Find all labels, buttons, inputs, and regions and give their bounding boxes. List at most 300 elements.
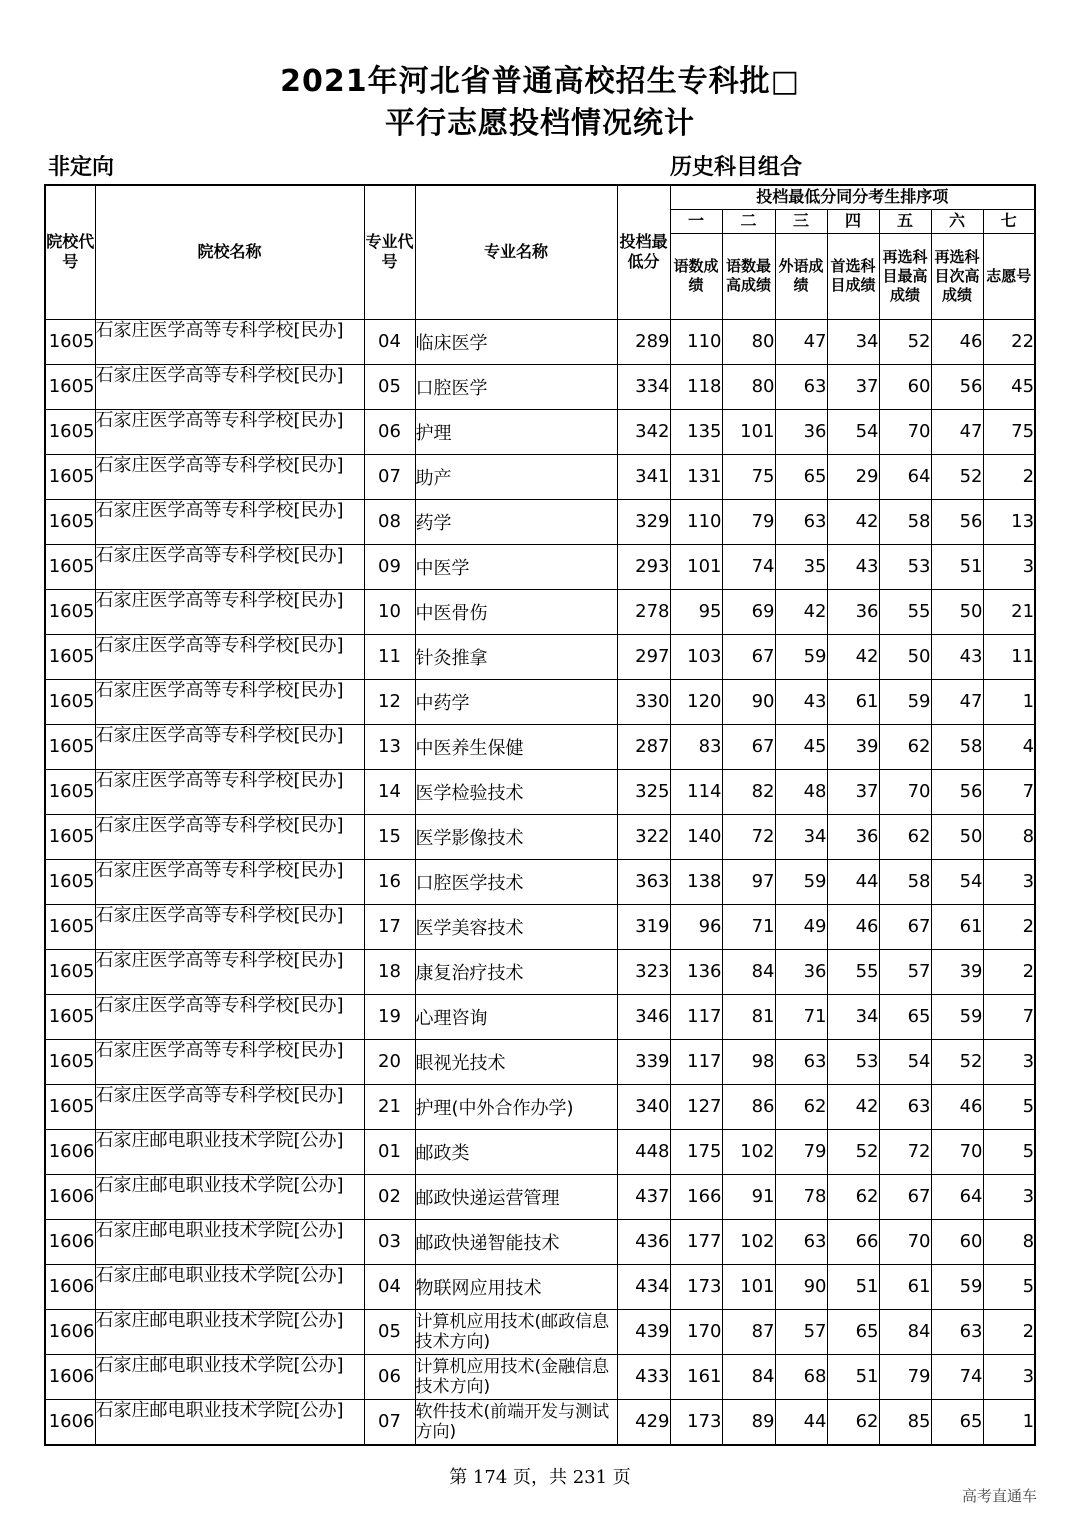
cell-tiebreak-4: 53 [827,1039,879,1084]
cell-major-code: 19 [364,994,415,1039]
cell-tiebreak-5: 64 [879,454,931,499]
cell-tiebreak-7: 2 [983,904,1035,949]
cell-school-name: 石家庄邮电职业技术学院[公办] [95,1399,364,1445]
cell-tiebreak-7: 2 [983,949,1035,994]
cell-major-name: 心理咨询 [415,994,617,1039]
cell-tiebreak-1: 120 [670,679,722,724]
cell-tiebreak-2: 81 [722,994,775,1039]
cell-major-name: 中医学 [415,544,617,589]
cell-tiebreak-1: 173 [670,1399,722,1445]
cell-school-code: 1605 [45,544,95,589]
table-row [45,724,1035,769]
cell-school-code: 1606 [45,1399,95,1445]
cell-major-name: 软件技术(前端开发与测试方向) [415,1399,617,1445]
table-row [45,409,1035,454]
cell-school-code: 1606 [45,1309,95,1354]
cell-school-name: 石家庄医学高等专科学校[民办] [95,1039,364,1084]
table-row [45,1309,1035,1354]
cell-min-score: 342 [617,409,670,454]
cell-school-name: 石家庄医学高等专科学校[民办] [95,724,364,769]
cell-tiebreak-1: 166 [670,1174,722,1219]
header-major-code: 专业代号 [364,185,415,319]
cell-major-code: 07 [364,1399,415,1445]
cell-school-code: 1605 [45,499,95,544]
cell-tiebreak-2: 101 [722,1264,775,1309]
cell-school-name: 石家庄医学高等专科学校[民办] [95,589,364,634]
cell-tiebreak-6: 60 [931,1219,983,1264]
cell-tiebreak-4: 62 [827,1399,879,1445]
cell-major-code: 10 [364,589,415,634]
cell-school-code: 1605 [45,994,95,1039]
cell-major-name: 眼视光技术 [415,1039,617,1084]
cell-tiebreak-5: 63 [879,1084,931,1129]
cell-tiebreak-2: 102 [722,1129,775,1174]
cell-min-score: 334 [617,364,670,409]
cell-tiebreak-7: 3 [983,859,1035,904]
cell-tiebreak-6: 54 [931,859,983,904]
cell-tiebreak-3: 78 [775,1174,827,1219]
cell-school-code: 1606 [45,1264,95,1309]
cell-tiebreak-6: 59 [931,994,983,1039]
cell-school-name: 石家庄医学高等专科学校[民办] [95,859,364,904]
table-row [45,1264,1035,1309]
cell-tiebreak-3: 43 [775,679,827,724]
cell-major-name: 针灸推拿 [415,634,617,679]
category-label: 非定向 [48,155,115,180]
cell-school-name: 石家庄医学高等专科学校[民办] [95,544,364,589]
cell-tiebreak-3: 63 [775,364,827,409]
cell-tiebreak-3: 35 [775,544,827,589]
page-title-line-2: 平行志愿投档情况统计 [385,106,695,141]
cell-tiebreak-3: 57 [775,1309,827,1354]
cell-tiebreak-7: 1 [983,679,1035,724]
header-tiebreak-label: 外语成绩 [775,233,827,319]
header-tiebreak-label: 再选科目最高成绩 [879,233,931,319]
cell-tiebreak-6: 47 [931,409,983,454]
cell-major-name: 中医养生保健 [415,724,617,769]
cell-tiebreak-4: 54 [827,409,879,454]
cell-major-code: 04 [364,319,415,364]
cell-tiebreak-2: 87 [722,1309,775,1354]
cell-tiebreak-2: 101 [722,409,775,454]
cell-tiebreak-5: 62 [879,814,931,859]
cell-tiebreak-3: 62 [775,1084,827,1129]
cell-school-code: 1605 [45,454,95,499]
cell-tiebreak-4: 43 [827,544,879,589]
cell-major-name: 临床医学 [415,319,617,364]
cell-tiebreak-7: 3 [983,1174,1035,1219]
cell-tiebreak-4: 37 [827,769,879,814]
cell-major-name: 口腔医学技术 [415,859,617,904]
cell-tiebreak-5: 70 [879,409,931,454]
cell-tiebreak-3: 79 [775,1129,827,1174]
header-tiebreak-label: 语数最高成绩 [722,233,775,319]
cell-tiebreak-2: 84 [722,949,775,994]
cell-school-code: 1606 [45,1354,95,1399]
watermark: 高考直通车 [962,1487,1038,1505]
cell-tiebreak-7: 22 [983,319,1035,364]
cell-tiebreak-5: 58 [879,499,931,544]
cell-tiebreak-3: 65 [775,454,827,499]
cell-tiebreak-1: 110 [670,499,722,544]
cell-tiebreak-1: 131 [670,454,722,499]
cell-min-score: 325 [617,769,670,814]
cell-tiebreak-3: 63 [775,1219,827,1264]
header-tiebreak-number: 六 [931,209,983,233]
cell-tiebreak-2: 97 [722,859,775,904]
cell-tiebreak-5: 65 [879,994,931,1039]
cell-tiebreak-3: 47 [775,319,827,364]
cell-major-name: 助产 [415,454,617,499]
cell-school-code: 1605 [45,679,95,724]
cell-tiebreak-6: 50 [931,589,983,634]
cell-tiebreak-2: 82 [722,769,775,814]
cell-school-code: 1606 [45,1129,95,1174]
cell-school-name: 石家庄医学高等专科学校[民办] [95,409,364,454]
cell-tiebreak-4: 51 [827,1354,879,1399]
cell-tiebreak-4: 55 [827,949,879,994]
cell-tiebreak-2: 75 [722,454,775,499]
cell-major-code: 20 [364,1039,415,1084]
cell-major-name: 康复治疗技术 [415,949,617,994]
cell-tiebreak-3: 90 [775,1264,827,1309]
table-row [45,904,1035,949]
cell-tiebreak-7: 3 [983,1354,1035,1399]
cell-tiebreak-7: 1 [983,1399,1035,1445]
cell-tiebreak-1: 95 [670,589,722,634]
cell-school-code: 1605 [45,634,95,679]
cell-tiebreak-5: 61 [879,1264,931,1309]
cell-tiebreak-6: 46 [931,319,983,364]
cell-tiebreak-3: 49 [775,904,827,949]
cell-min-score: 287 [617,724,670,769]
cell-school-code: 1606 [45,1174,95,1219]
cell-tiebreak-4: 42 [827,499,879,544]
cell-tiebreak-4: 66 [827,1219,879,1264]
cell-tiebreak-4: 65 [827,1309,879,1354]
cell-tiebreak-2: 79 [722,499,775,544]
cell-tiebreak-3: 36 [775,949,827,994]
cell-tiebreak-5: 59 [879,679,931,724]
header-tiebreak-number: 三 [775,209,827,233]
cell-school-code: 1605 [45,724,95,769]
cell-tiebreak-5: 52 [879,319,931,364]
cell-school-name: 石家庄医学高等专科学校[民办] [95,904,364,949]
cell-major-name: 中药学 [415,679,617,724]
cell-min-score: 339 [617,1039,670,1084]
cell-tiebreak-4: 36 [827,814,879,859]
cell-min-score: 341 [617,454,670,499]
cell-tiebreak-4: 29 [827,454,879,499]
cell-major-code: 01 [364,1129,415,1174]
cell-min-score: 330 [617,679,670,724]
cell-school-name: 石家庄医学高等专科学校[民办] [95,814,364,859]
cell-tiebreak-1: 118 [670,364,722,409]
cell-tiebreak-6: 56 [931,364,983,409]
header-major-name: 专业名称 [415,185,617,319]
cell-major-code: 06 [364,1354,415,1399]
cell-school-code: 1605 [45,949,95,994]
cell-tiebreak-5: 84 [879,1309,931,1354]
cell-tiebreak-2: 80 [722,364,775,409]
cell-tiebreak-6: 59 [931,1264,983,1309]
cell-school-name: 石家庄医学高等专科学校[民办] [95,769,364,814]
admission-table [44,184,1036,1446]
cell-school-name: 石家庄医学高等专科学校[民办] [95,454,364,499]
cell-tiebreak-2: 90 [722,679,775,724]
cell-tiebreak-7: 7 [983,994,1035,1039]
cell-tiebreak-2: 84 [722,1354,775,1399]
cell-major-code: 14 [364,769,415,814]
cell-tiebreak-2: 86 [722,1084,775,1129]
cell-school-code: 1605 [45,769,95,814]
cell-tiebreak-4: 34 [827,319,879,364]
cell-tiebreak-5: 57 [879,949,931,994]
cell-tiebreak-7: 5 [983,1084,1035,1129]
header-tiebreak-label: 再选科目次高成绩 [931,233,983,319]
cell-min-score: 363 [617,859,670,904]
cell-tiebreak-1: 96 [670,904,722,949]
cell-school-code: 1605 [45,814,95,859]
table-row [45,1399,1035,1445]
cell-major-code: 21 [364,1084,415,1129]
cell-tiebreak-6: 70 [931,1129,983,1174]
cell-tiebreak-3: 68 [775,1354,827,1399]
cell-min-score: 319 [617,904,670,949]
header-tiebreak-number: 四 [827,209,879,233]
table-row [45,499,1035,544]
cell-tiebreak-1: 138 [670,859,722,904]
cell-min-score: 340 [617,1084,670,1129]
cell-tiebreak-4: 62 [827,1174,879,1219]
cell-school-name: 石家庄医学高等专科学校[民办] [95,364,364,409]
cell-min-score: 346 [617,994,670,1039]
header-tiebreak-label: 志愿号 [983,233,1035,319]
cell-tiebreak-6: 64 [931,1174,983,1219]
cell-tiebreak-4: 61 [827,679,879,724]
cell-major-name: 邮政类 [415,1129,617,1174]
cell-tiebreak-5: 54 [879,1039,931,1084]
table-row [45,364,1035,409]
cell-min-score: 436 [617,1219,670,1264]
cell-tiebreak-1: 140 [670,814,722,859]
cell-tiebreak-1: 114 [670,769,722,814]
cell-tiebreak-5: 50 [879,634,931,679]
cell-min-score: 448 [617,1129,670,1174]
cell-tiebreak-2: 102 [722,1219,775,1264]
table-row [45,994,1035,1039]
cell-school-name: 石家庄邮电职业技术学院[公办] [95,1174,364,1219]
cell-school-code: 1605 [45,319,95,364]
cell-min-score: 434 [617,1264,670,1309]
cell-tiebreak-7: 75 [983,409,1035,454]
cell-major-code: 09 [364,544,415,589]
cell-major-code: 17 [364,904,415,949]
cell-tiebreak-6: 65 [931,1399,983,1445]
header-tiebreak-label: 语数成绩 [670,233,722,319]
cell-tiebreak-4: 36 [827,589,879,634]
cell-major-code: 06 [364,409,415,454]
cell-tiebreak-5: 53 [879,544,931,589]
cell-tiebreak-7: 5 [983,1129,1035,1174]
cell-tiebreak-7: 3 [983,1039,1035,1084]
cell-tiebreak-6: 56 [931,769,983,814]
cell-tiebreak-6: 74 [931,1354,983,1399]
table-row [45,814,1035,859]
cell-tiebreak-6: 39 [931,949,983,994]
cell-tiebreak-5: 79 [879,1354,931,1399]
cell-tiebreak-3: 59 [775,634,827,679]
cell-tiebreak-6: 56 [931,499,983,544]
cell-tiebreak-1: 177 [670,1219,722,1264]
cell-tiebreak-3: 34 [775,814,827,859]
table-row [45,544,1035,589]
cell-tiebreak-1: 136 [670,949,722,994]
cell-tiebreak-7: 4 [983,724,1035,769]
cell-tiebreak-6: 47 [931,679,983,724]
cell-tiebreak-2: 89 [722,1399,775,1445]
cell-tiebreak-7: 8 [983,814,1035,859]
header-tiebreak-number: 一 [670,209,722,233]
cell-major-code: 18 [364,949,415,994]
cell-tiebreak-2: 67 [722,634,775,679]
header-tiebreak-number: 七 [983,209,1035,233]
cell-tiebreak-1: 161 [670,1354,722,1399]
table-row [45,589,1035,634]
table-row [45,859,1035,904]
cell-tiebreak-4: 51 [827,1264,879,1309]
cell-school-name: 石家庄医学高等专科学校[民办] [95,1084,364,1129]
cell-school-name: 石家庄邮电职业技术学院[公办] [95,1264,364,1309]
cell-school-code: 1605 [45,1039,95,1084]
cell-tiebreak-5: 70 [879,1219,931,1264]
cell-tiebreak-6: 43 [931,634,983,679]
header-tiebreak-number: 二 [722,209,775,233]
cell-tiebreak-6: 51 [931,544,983,589]
cell-min-score: 297 [617,634,670,679]
cell-tiebreak-5: 85 [879,1399,931,1445]
cell-tiebreak-4: 34 [827,994,879,1039]
cell-tiebreak-7: 13 [983,499,1035,544]
cell-school-code: 1605 [45,1084,95,1129]
cell-school-name: 石家庄医学高等专科学校[民办] [95,319,364,364]
cell-major-code: 08 [364,499,415,544]
cell-school-code: 1605 [45,589,95,634]
cell-major-name: 药学 [415,499,617,544]
cell-major-code: 12 [364,679,415,724]
cell-min-score: 437 [617,1174,670,1219]
cell-tiebreak-2: 74 [722,544,775,589]
cell-tiebreak-5: 60 [879,364,931,409]
cell-tiebreak-5: 70 [879,769,931,814]
cell-tiebreak-1: 83 [670,724,722,769]
cell-major-code: 07 [364,454,415,499]
cell-school-code: 1605 [45,859,95,904]
cell-tiebreak-6: 63 [931,1309,983,1354]
table-row [45,1219,1035,1264]
cell-tiebreak-1: 135 [670,409,722,454]
cell-tiebreak-1: 175 [670,1129,722,1174]
cell-major-code: 16 [364,859,415,904]
header-tiebreak-label: 首选科目成绩 [827,233,879,319]
cell-tiebreak-2: 69 [722,589,775,634]
cell-school-name: 石家庄医学高等专科学校[民办] [95,499,364,544]
cell-tiebreak-3: 63 [775,1039,827,1084]
cell-major-name: 邮政快递智能技术 [415,1219,617,1264]
cell-major-code: 05 [364,1309,415,1354]
table-row [45,1174,1035,1219]
cell-tiebreak-5: 67 [879,1174,931,1219]
cell-school-code: 1605 [45,904,95,949]
table-row [45,1039,1035,1084]
cell-major-name: 医学检验技术 [415,769,617,814]
cell-tiebreak-2: 80 [722,319,775,364]
cell-major-code: 04 [364,1264,415,1309]
cell-tiebreak-3: 42 [775,589,827,634]
cell-major-name: 物联网应用技术 [415,1264,617,1309]
cell-tiebreak-4: 44 [827,859,879,904]
table-row [45,1084,1035,1129]
cell-school-name: 石家庄邮电职业技术学院[公办] [95,1309,364,1354]
cell-tiebreak-1: 117 [670,1039,722,1084]
cell-tiebreak-7: 45 [983,364,1035,409]
cell-tiebreak-2: 67 [722,724,775,769]
cell-school-name: 石家庄医学高等专科学校[民办] [95,634,364,679]
cell-major-name: 护理 [415,409,617,454]
cell-tiebreak-7: 11 [983,634,1035,679]
cell-school-code: 1606 [45,1219,95,1264]
cell-major-code: 15 [364,814,415,859]
table-row [45,679,1035,724]
cell-tiebreak-2: 91 [722,1174,775,1219]
header-school-code: 院校代号 [45,185,95,319]
cell-major-name: 护理(中外合作办学) [415,1084,617,1129]
cell-tiebreak-1: 127 [670,1084,722,1129]
header-school-name: 院校名称 [95,185,364,319]
cell-tiebreak-6: 50 [931,814,983,859]
table-row [45,319,1035,364]
cell-min-score: 289 [617,319,670,364]
cell-major-name: 口腔医学 [415,364,617,409]
cell-tiebreak-1: 173 [670,1264,722,1309]
cell-school-code: 1605 [45,364,95,409]
cell-min-score: 329 [617,499,670,544]
cell-min-score: 429 [617,1399,670,1445]
cell-major-code: 11 [364,634,415,679]
table-row [45,1129,1035,1174]
cell-tiebreak-4: 37 [827,364,879,409]
cell-school-name: 石家庄邮电职业技术学院[公办] [95,1354,364,1399]
cell-school-name: 石家庄医学高等专科学校[民办] [95,949,364,994]
cell-tiebreak-1: 170 [670,1309,722,1354]
cell-tiebreak-6: 52 [931,1039,983,1084]
cell-tiebreak-5: 67 [879,904,931,949]
cell-tiebreak-3: 36 [775,409,827,454]
page-title-line-1: 2021年河北省普通高校招生专科批□ [280,64,800,99]
cell-tiebreak-1: 110 [670,319,722,364]
cell-tiebreak-7: 3 [983,544,1035,589]
cell-major-name: 计算机应用技术(金融信息技术方向) [415,1354,617,1399]
cell-min-score: 293 [617,544,670,589]
cell-tiebreak-7: 8 [983,1219,1035,1264]
cell-major-code: 02 [364,1174,415,1219]
cell-major-code: 03 [364,1219,415,1264]
table-row [45,769,1035,814]
cell-school-name: 石家庄医学高等专科学校[民办] [95,679,364,724]
cell-tiebreak-7: 2 [983,454,1035,499]
cell-tiebreak-1: 101 [670,544,722,589]
cell-tiebreak-4: 46 [827,904,879,949]
